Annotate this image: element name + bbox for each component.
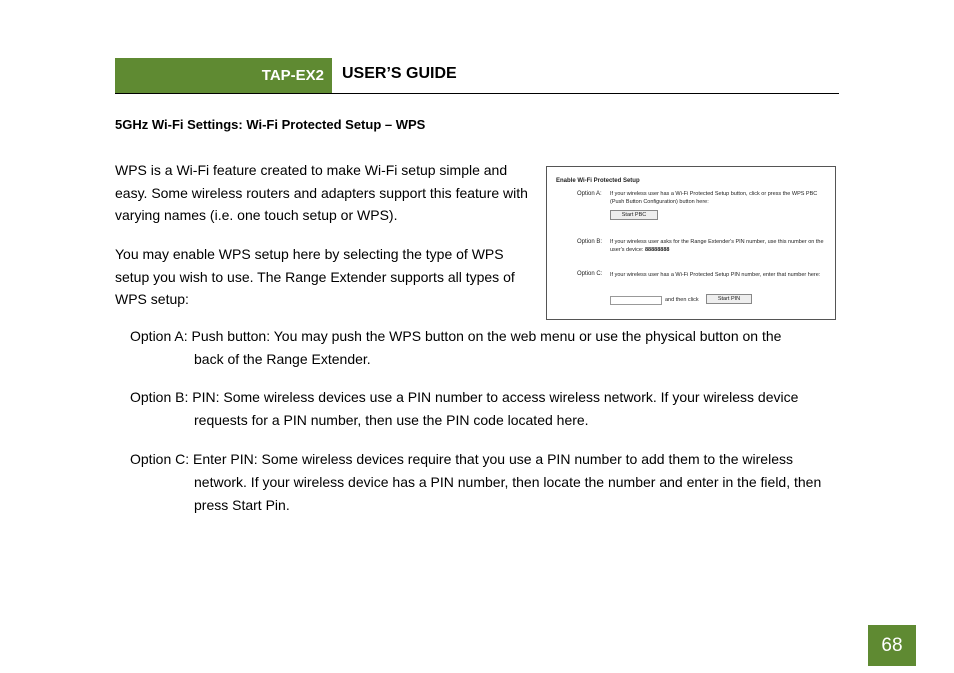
figure-option-b-desc: If your wireless user asks for the Range Extender's PIN number, use this number on the user's device:: [610, 239, 824, 253]
header-title: USER’S GUIDE: [342, 65, 457, 82]
start-pbc-button: Start PBC: [610, 210, 658, 220]
figure-option-c-text: If your wireless user has a Wi-Fi Protected Setup PIN number, enter that number here:: [610, 272, 821, 278]
figure-option-b-text: [610, 238, 830, 254]
start-pin-button: Start PIN: [706, 294, 752, 304]
paragraph-setup: You may enable WPS setup here by selecting the type of WPS setup you wish to use. The Range Extender supports all types of WPS setup:: [115, 246, 515, 307]
option-b: [130, 386, 835, 432]
page-number: 68: [868, 625, 916, 666]
figure-option-a-label: Option A:: [577, 191, 602, 197]
header-product-band: [115, 58, 332, 93]
then-click-label: and then click: [665, 297, 699, 303]
option-c: [130, 448, 835, 517]
header-product: TAP-EX2: [261, 67, 324, 84]
option-b-line1: PIN: Some wireless devices use a PIN number to access wireless network. If your wireless device: [192, 389, 799, 405]
figure-option-a-text: If your wireless user has a Wi-Fi Protected Setup button, click or press the WPS PBC (Push Button Configuration) button here:: [610, 191, 818, 205]
option-a: [130, 325, 835, 371]
wps-settings-screenshot: [546, 166, 836, 320]
figure-title: Enable Wi-Fi Protected Setup: [556, 178, 640, 184]
pin-value: 88888888: [645, 247, 670, 253]
section-title: 5GHz Wi-Fi Settings: Wi-Fi Protected Setup – WPS: [115, 117, 426, 132]
option-b-label: Option B:: [130, 389, 189, 405]
option-a-rest: back of the Range Extender.: [194, 351, 371, 367]
option-c-rest: network. If your wireless device has a PIN number, then locate the number and enter in the field, then press Start Pin.: [194, 474, 822, 513]
figure-option-b-label: Option B:: [577, 239, 603, 245]
option-a-label: Option A:: [130, 328, 188, 344]
figure-option-c-label: Option C:: [577, 271, 603, 277]
option-a-line1: Push button: You may push the WPS button on the web menu or use the physical button on the: [191, 328, 782, 344]
paragraph-intro: WPS is a Wi-Fi feature created to make Wi-Fi setup simple and easy. Some wireless routers and adapters support this feature with varying names (i.e. one touch setup or WPS).: [115, 162, 528, 223]
option-c-label: Option C:: [130, 451, 190, 467]
option-c-line1: Enter PIN: Some wireless devices require that you use a PIN number to add them to the wireless: [193, 451, 793, 467]
header-divider: [115, 93, 839, 94]
pin-input: [610, 296, 662, 305]
option-b-rest: requests for a PIN number, then use the PIN code located here.: [194, 412, 589, 428]
